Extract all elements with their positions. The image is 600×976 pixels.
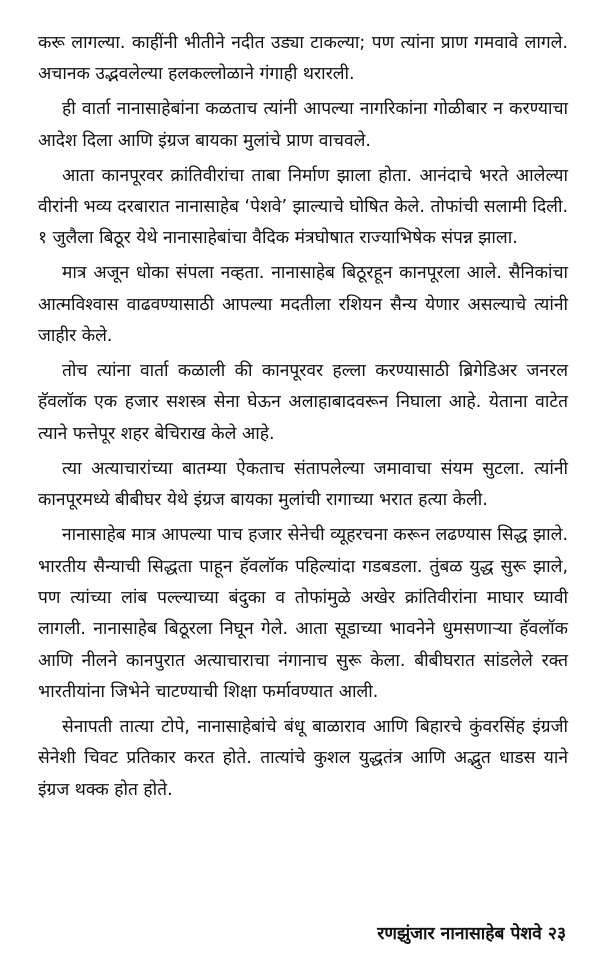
- paragraph-6: त्या अत्याचारांच्या बातम्या ऐकताच संतापलेल्या जमावाचा संयम सुटला. त्यांनी कानपूरमध्ये बीबीघर येथे इंग्रज बायका मुलांची रागाच्या भरात हत्या केली.: [38, 458, 568, 511]
- paragraph-8: सेनापती तात्या टोपे, नानासाहेबांचे बंधू बाळाराव आणि बिहारचे कुंवरसिंह इंग्रजी सेनेशी चिवट प्रतिकार करत होते. तात्यांचे कुशल युद्धतंत्र आणि अद्भुत धाडस याने इंग्रज थक्क होत होते.: [38, 717, 568, 800]
- running-title: रणझुंजार नानासाहेब पेशवे: [377, 924, 542, 944]
- paragraph-3: आता कानपूरवर क्रांतिवीरांचा ताबा निर्माण झाला होता. आनंदाचे भरते आलेल्या वीरांनी भव्य दरबारात नानासाहेब ‘पेशवे’ झाल्याचे घोषित केले. तोफांची सलामी दिली. १ जुलैला बिठूर येथे नानासाहेबांचा वैदिक मंत्रघोषात राज्याभिषेक संपन्न झाला.: [38, 165, 568, 249]
- paragraph-4: मात्र अजून धोका संपला नव्हता. नानासाहेब बिठूरहून कानपूरला आले. सैनिकांचा आत्मविश्वास वाढवण्यासाठी आपल्या मदतीला रशियन सैन्य येणार असल्याचे त्यांनी जाहीर केले.: [38, 263, 568, 347]
- paragraph-1: करू लागल्या. काहींनी भीतीने नदीत उड्या टाकल्या; पण त्यांना प्राण गमवावे लागले. अचानक उद्भवलेल्या हलकल्लोळाने गंगाही थरारली.: [38, 33, 568, 85]
- paragraph-5: तोच त्यांना वार्ता कळाली की कानपूरवर हल्ला करण्यासाठी ब्रिगेडिअर जनरल हॅवलॉक एक हजार सशस्त्र सेना घेऊन अलाहाबादवरून निघाला आहे. येताना वाटेत त्याने फत्तेपूर शहर बेचिराख केले आहे.: [38, 361, 568, 444]
- page-body: [38, 28, 568, 810]
- paragraph-2: ही वार्ता नानासाहेबांना कळताच त्यांनी आपल्या नागरिकांना गोळीबार न करण्याचा आदेश दिला आणि इंग्रज बायका मुलांचे प्राण वाचवले.: [38, 99, 568, 151]
- paragraph-7: नानासाहेब मात्र आपल्या पाच हजार सेनेची व्यूहरचना करून लढण्यास सिद्ध झाले. भारतीय सैन्याची सिद्धता पाहून हॅवलॉक पहिल्यांदा गडबडला. तुंबळ युद्ध सुरू झाले, पण त्यांच्या लांब पल्ल्याच्या बंदुका व तोफांमुळे अखेर क्रांतिवीरांना माघार घ्यावी लागली. नानासाहेब बिठूरला निघून गेले. आता सूडाच्या भावनेने धुमसणाऱ्या हॅवलॉक आणि नीलने कानपुरात अत्याचाराचा नंगानाच सुरू केला. बीबीघरात सांडलेले रक्त भारतीयांना जिभेने चाटण्याची शिक्षा फर्मावण्यात आली.: [38, 525, 568, 703]
- page-footer: [377, 919, 566, 949]
- page-number: २३: [547, 924, 566, 944]
